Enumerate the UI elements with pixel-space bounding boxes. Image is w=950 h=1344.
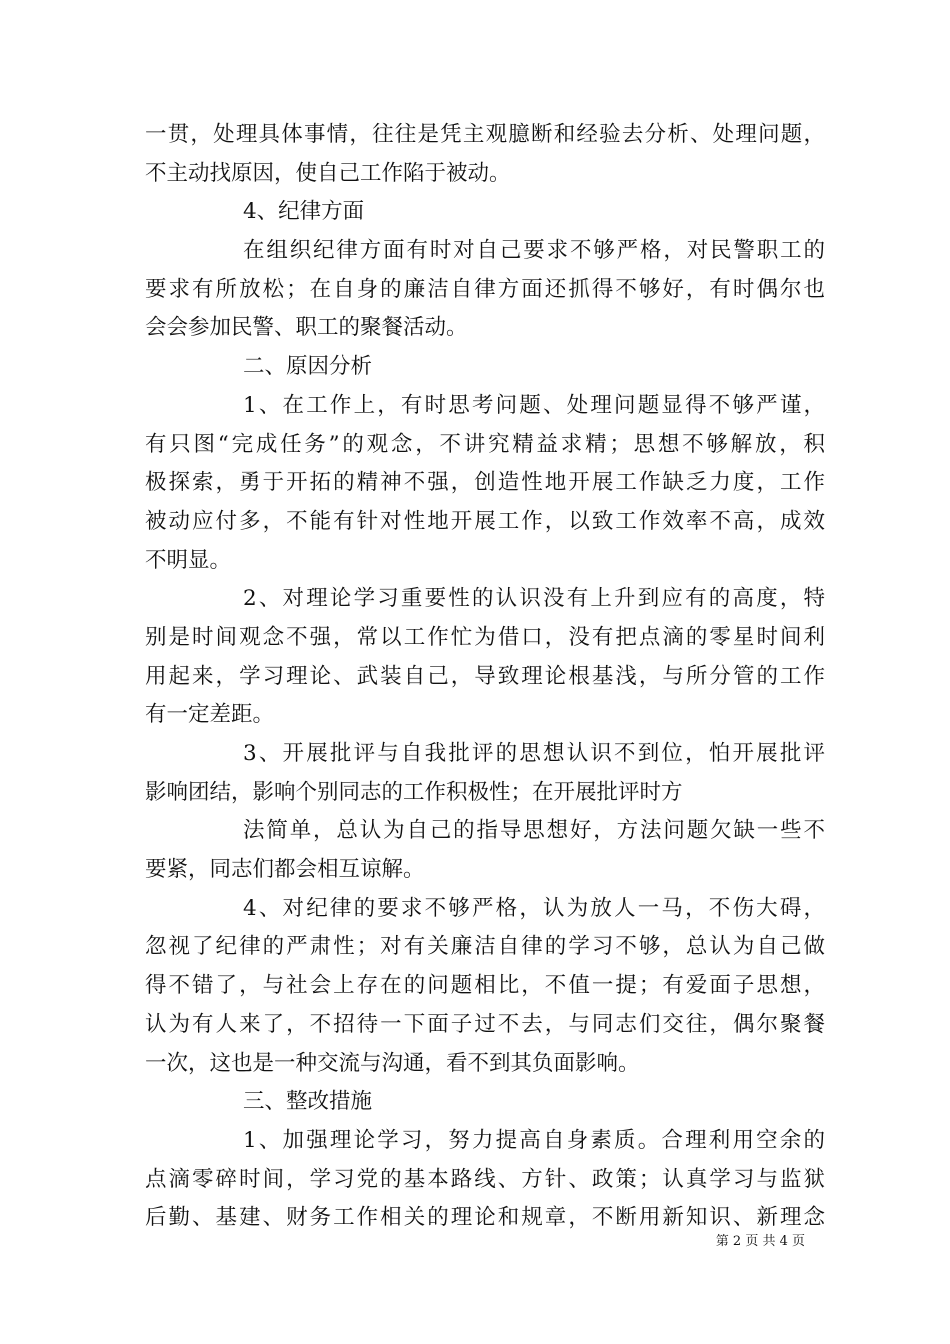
text-line: 极探索，勇于开拓的精神不强，创造性地开展工作缺乏力度，工作 bbox=[145, 470, 825, 496]
text-line: 要求有所放松；在自身的廉洁自律方面还抓得不够好，有时偶尔也 bbox=[145, 276, 825, 302]
text-line: 影响团结，影响个别同志的工作积极性；在开展批评时方 bbox=[145, 779, 683, 805]
text-line: 认为有人来了，不招待一下面子过不去，与同志们交往，偶尔聚餐 bbox=[145, 1011, 825, 1037]
paragraph-first-line: 4、对纪律的要求不够严格，认为放人一马，不伤大碍， bbox=[243, 895, 825, 921]
paragraph-first-line: 3、开展批评与自我批评的思想认识不到位，怕开展批评 bbox=[243, 741, 825, 766]
text-line: 点滴零碎时间，学习党的基本路线、方针、政策；认真学习与监狱 bbox=[145, 1166, 825, 1192]
paragraph-first-line: 2、对理论学习重要性的认识没有上升到应有的高度，特 bbox=[243, 586, 825, 612]
paragraph-first-line: 法简单，总认为自己的指导思想好，方法问题欠缺一些不 bbox=[243, 818, 825, 844]
text-line: 不主动找原因，使自己工作陷于被动。 bbox=[145, 160, 511, 186]
text-line: 有只图“完成任务”的观念，不讲究精益求精；思想不够解放，积 bbox=[145, 431, 825, 457]
text-line: 不明显。 bbox=[145, 547, 232, 573]
page-number: 第 2 页 共 4 页 bbox=[715, 1234, 805, 1249]
text-line: 会会参加民警、职工的聚餐活动。 bbox=[145, 315, 468, 341]
text-line: 一次，这也是一种交流与沟通，看不到其负面影响。 bbox=[145, 1050, 640, 1076]
text-line: 要紧，同志们都会相互谅解。 bbox=[145, 857, 425, 883]
paragraph-first-line: 1、在工作上，有时思考问题、处理问题显得不够严谨， bbox=[243, 392, 825, 418]
text-line: 得不错了，与社会上存在的问题相比，不值一提；有爱面子思想， bbox=[145, 973, 825, 999]
page-footer bbox=[0, 1234, 950, 1250]
text-line: 忽视了纪律的严肃性；对有关廉洁自律的学习不够，总认为自己做 bbox=[145, 934, 825, 960]
section-heading: 二、原因分析 bbox=[243, 354, 373, 380]
text-line: 别是时间观念不强，常以工作忙为借口，没有把点滴的零星时间利 bbox=[145, 624, 825, 650]
document-body bbox=[145, 116, 825, 1238]
text-line: 一贯，处理具体事情，往往是凭主观臆断和经验去分析、处理问题， bbox=[145, 122, 825, 147]
text-line: 有一定差距。 bbox=[145, 702, 275, 728]
text-line: 后勤、基建、财务工作相关的理论和规章，不断用新知识、新理念 bbox=[145, 1205, 825, 1231]
section-heading: 三、整改措施 bbox=[243, 1089, 373, 1115]
paragraph-first-line: 在组织纪律方面有时对自己要求不够严格，对民警职工的 bbox=[243, 238, 825, 264]
text-line: 用起来，学习理论、武装自己，导致理论根基浅，与所分管的工作 bbox=[145, 663, 825, 689]
section-heading: 4、纪律方面 bbox=[243, 199, 365, 225]
text-line: 被动应付多，不能有针对性地开展工作，以致工作效率不高，成效 bbox=[145, 508, 825, 534]
paragraph-first-line: 1、加强理论学习，努力提高自身素质。合理利用空余的 bbox=[243, 1127, 825, 1153]
